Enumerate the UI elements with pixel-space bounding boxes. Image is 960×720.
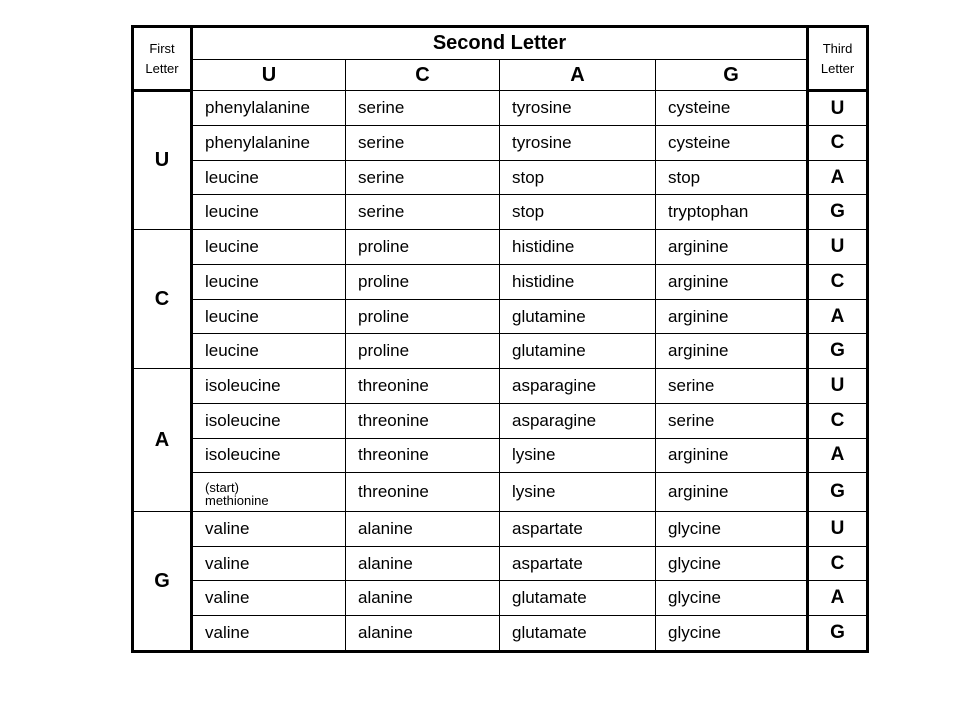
amino-acid-cell: proline [346,334,500,369]
first-letter-cell: C [133,230,192,369]
amino-acid-cell: proline [346,264,500,299]
amino-acid-cell: valine [192,512,346,547]
amino-acid-cell: tyrosine [500,126,656,161]
codon-row [133,195,868,230]
amino-acid-cell: leucine [192,195,346,230]
amino-acid-cell: glycine [656,546,808,581]
amino-acid-cell: serine [346,126,500,161]
amino-acid-cell: stop [500,160,656,195]
amino-acid-cell: aspartate [500,512,656,547]
amino-acid-cell: arginine [656,473,808,512]
codon-row [133,438,868,473]
second-letter-columns-row [133,59,868,91]
amino-acid-cell: proline [346,230,500,265]
amino-acid-cell: threonine [346,369,500,404]
third-letter-header-text: Third Letter [820,40,855,76]
amino-acid-cell: isoleucine [192,438,346,473]
amino-acid-cell: threonine [346,473,500,512]
second-letter-column-c: C [346,59,500,91]
amino-acid-cell: leucine [192,334,346,369]
third-letter-cell: U [808,230,868,265]
amino-acid-cell: glycine [656,581,808,616]
codon-table [131,25,869,653]
amino-acid-cell: glutamate [500,616,656,652]
amino-acid-cell: histidine [500,230,656,265]
amino-acid-cell: isoleucine [192,403,346,438]
amino-acid-cell: stop [500,195,656,230]
amino-acid-cell: serine [346,160,500,195]
first-letter-header [133,27,192,91]
amino-acid-cell: threonine [346,403,500,438]
codon-row [133,546,868,581]
first-letter-cell: G [133,512,192,652]
third-letter-cell: G [808,195,868,230]
third-letter-cell: U [808,91,868,126]
codon-row [133,512,868,547]
third-letter-header [808,27,868,91]
codon-row [133,616,868,652]
amino-acid-cell: cysteine [656,91,808,126]
second-letter-column-g: G [656,59,808,91]
third-letter-cell: C [808,264,868,299]
amino-acid-cell: aspartate [500,546,656,581]
third-letter-cell: A [808,438,868,473]
amino-acid-cell: serine [656,369,808,404]
second-letter-column-a: A [500,59,656,91]
amino-acid-cell: glutamate [500,581,656,616]
third-letter-cell: G [808,616,868,652]
codon-row [133,581,868,616]
codon-row [133,91,868,126]
amino-acid-cell: serine [656,403,808,438]
amino-acid-cell: (start) methionine [192,473,346,512]
amino-acid-cell: valine [192,616,346,652]
amino-acid-cell: lysine [500,438,656,473]
amino-acid-cell: valine [192,546,346,581]
codon-row [133,403,868,438]
amino-acid-cell: isoleucine [192,369,346,404]
amino-acid-cell: alanine [346,581,500,616]
amino-acid-cell: asparagine [500,369,656,404]
third-letter-cell: A [808,299,868,334]
amino-acid-cell: lysine [500,473,656,512]
amino-acid-cell: stop [656,160,808,195]
amino-acid-cell: histidine [500,264,656,299]
amino-acid-cell: phenylalanine [192,91,346,126]
third-letter-cell: C [808,546,868,581]
third-letter-cell: G [808,334,868,369]
amino-acid-cell: valine [192,581,346,616]
first-letter-cell: U [133,91,192,230]
codon-row [133,264,868,299]
amino-acid-cell: glycine [656,512,808,547]
amino-acid-cell: serine [346,195,500,230]
third-letter-cell: U [808,512,868,547]
amino-acid-cell: tyrosine [500,91,656,126]
header-row [133,27,868,60]
first-letter-header-text: First Letter [145,40,179,76]
third-letter-cell: A [808,160,868,195]
amino-acid-cell: alanine [346,546,500,581]
amino-acid-cell: serine [346,91,500,126]
amino-acid-cell: leucine [192,264,346,299]
codon-row [133,473,868,512]
codon-row [133,334,868,369]
amino-acid-cell: arginine [656,438,808,473]
amino-acid-cell: arginine [656,299,808,334]
codon-row [133,299,868,334]
amino-acid-cell: arginine [656,230,808,265]
amino-acid-cell: cysteine [656,126,808,161]
first-letter-cell: A [133,369,192,512]
third-letter-cell: A [808,581,868,616]
amino-acid-cell: alanine [346,616,500,652]
amino-acid-cell: arginine [656,264,808,299]
amino-acid-cell: leucine [192,230,346,265]
amino-acid-cell: proline [346,299,500,334]
amino-acid-cell: asparagine [500,403,656,438]
codon-row [133,126,868,161]
third-letter-cell: G [808,473,868,512]
third-letter-cell: C [808,126,868,161]
amino-acid-cell: tryptophan [656,195,808,230]
amino-acid-cell: arginine [656,334,808,369]
third-letter-cell: U [808,369,868,404]
second-letter-header: Second Letter [192,27,808,60]
codon-row [133,160,868,195]
amino-acid-cell: threonine [346,438,500,473]
third-letter-cell: C [808,403,868,438]
amino-acid-cell: leucine [192,160,346,195]
amino-acid-cell: alanine [346,512,500,547]
amino-acid-cell: glutamine [500,334,656,369]
codon-row [133,369,868,404]
amino-acid-cell: glycine [656,616,808,652]
amino-acid-cell: glutamine [500,299,656,334]
amino-acid-cell: phenylalanine [192,126,346,161]
amino-acid-cell: leucine [192,299,346,334]
second-letter-column-u: U [192,59,346,91]
codon-row [133,230,868,265]
